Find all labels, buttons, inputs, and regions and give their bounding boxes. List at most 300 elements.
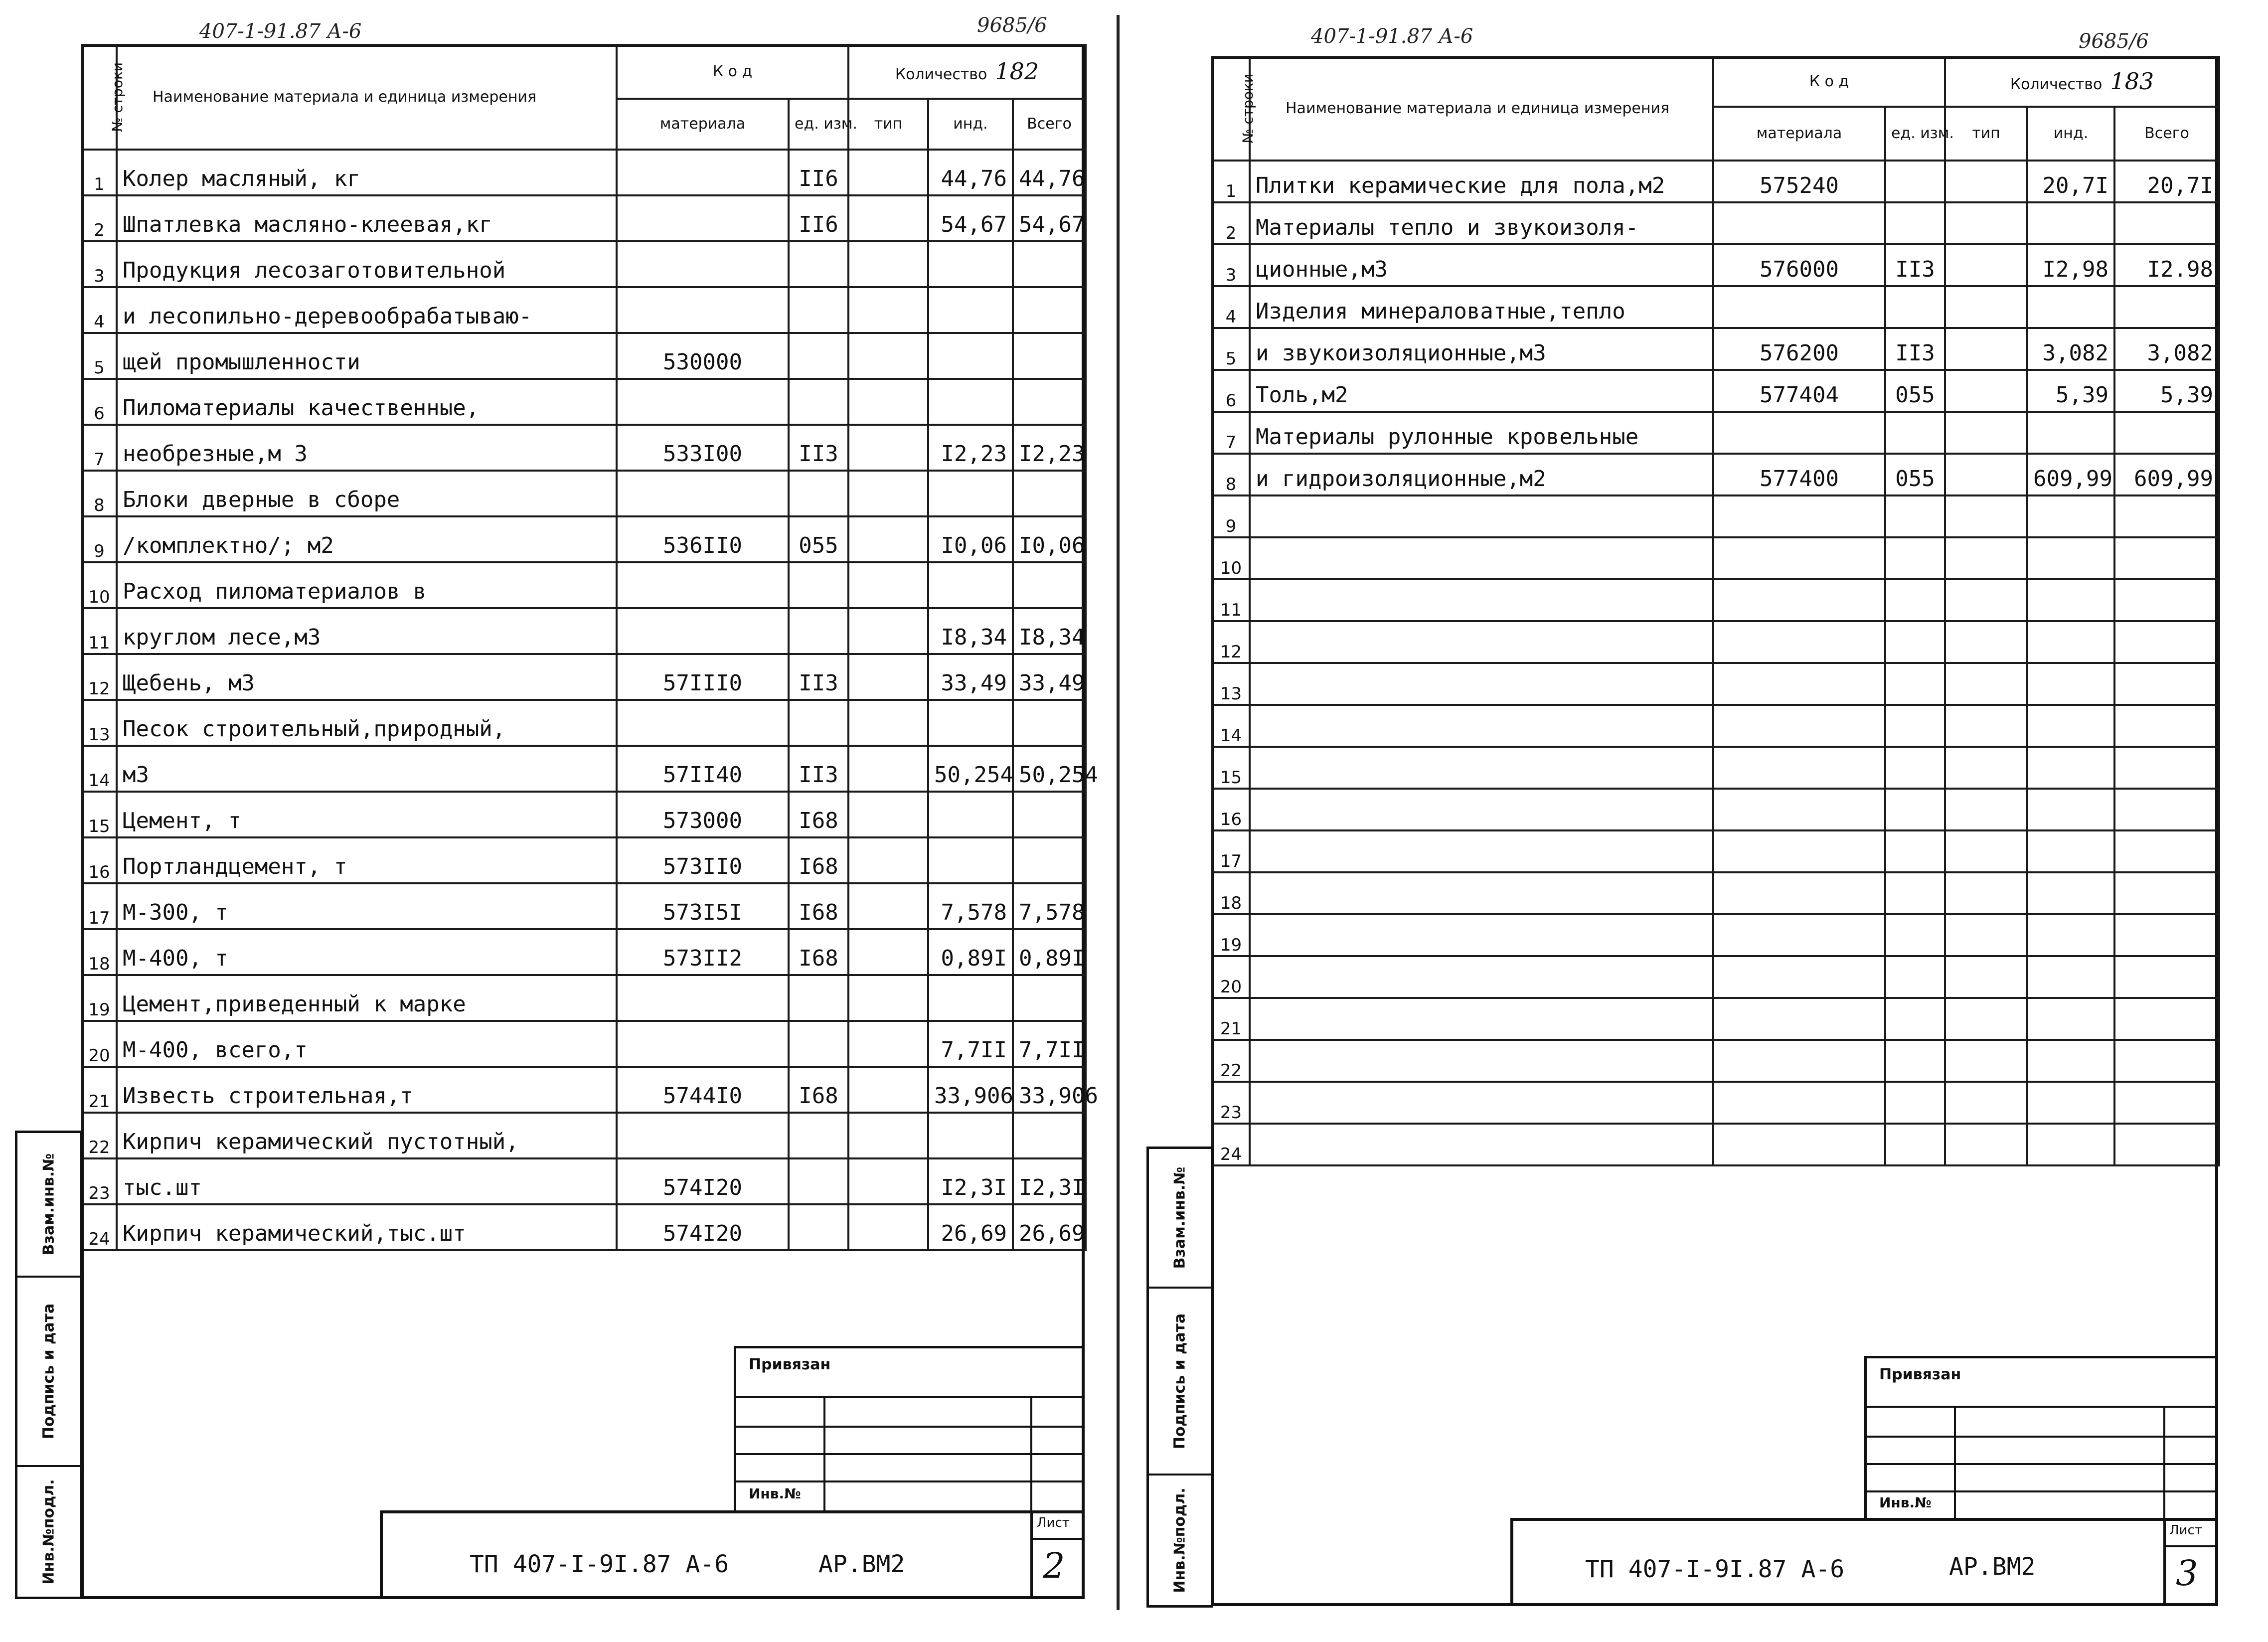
unit-code-cell: II3 [1885, 328, 1945, 370]
material-code-cell [617, 1021, 789, 1067]
table-row [1212, 914, 2219, 956]
material-name-cell: Кирпич керамический пустотный, [117, 1113, 617, 1158]
material-name-cell: Кирпич керамический,тыс.шт [117, 1204, 617, 1250]
row-number-cell: 14 [82, 746, 117, 792]
table-row [82, 837, 1086, 883]
qty-type-cell [848, 975, 928, 1021]
document-number: ТП 407-I-9I.87 А-6 [470, 1550, 729, 1578]
side-signature-date: Подпись и дата [1149, 1289, 1211, 1476]
qty-type-cell [1945, 412, 2027, 454]
unit-code-cell: 055 [1885, 454, 1945, 495]
qty-ind-cell [928, 287, 1013, 333]
qty-total-cell [2114, 663, 2219, 705]
header-qty-type: тип [848, 99, 928, 150]
unit-code-cell [1885, 537, 1945, 579]
unit-code-cell [1885, 914, 1945, 956]
side-stamp [15, 1131, 83, 1599]
material-code-cell: 57II40 [617, 746, 789, 792]
qty-type-cell [848, 1067, 928, 1113]
row-number-cell: 20 [1212, 956, 1250, 998]
header-qty-type: тип [1945, 107, 2027, 161]
unit-code-cell [789, 700, 848, 746]
qty-type-cell [848, 1158, 928, 1204]
qty-type-cell [1945, 202, 2027, 244]
table-row [1212, 454, 2219, 495]
qty-total-cell: I2.98 [2114, 244, 2219, 286]
inv-label: Инв.№ [1879, 1494, 1932, 1511]
table-row [1212, 328, 2219, 370]
sheet-label: Лист [2169, 1523, 2202, 1538]
qty-type-cell [848, 471, 928, 516]
qty-ind-cell: 0,89I [928, 929, 1013, 975]
qty-total-cell: 33,906 [1013, 1067, 1086, 1113]
side-stamp [1146, 1147, 1213, 1608]
qty-type-cell [1945, 579, 2027, 621]
table-row [82, 1158, 1086, 1204]
unit-code-cell [1885, 1124, 1945, 1165]
unit-code-cell: I68 [789, 792, 848, 837]
material-name-cell: Портландцемент, т [117, 837, 617, 883]
unit-code-cell [789, 1158, 848, 1204]
qty-type-cell [1945, 1082, 2027, 1124]
unit-code-cell [789, 1021, 848, 1067]
material-code-cell [1713, 1040, 1885, 1082]
material-name-cell: и звукоизоляционные,м3 [1250, 328, 1713, 370]
material-code-cell: 530000 [617, 333, 789, 379]
table-row [1212, 1082, 2219, 1124]
material-code-cell [1713, 789, 1885, 830]
material-code-cell [1713, 621, 1885, 663]
material-name-cell [1250, 1124, 1713, 1165]
qty-type-cell [1945, 998, 2027, 1040]
row-number-cell: 18 [82, 929, 117, 975]
unit-code-cell [789, 1204, 848, 1250]
row-number-cell: 20 [82, 1021, 117, 1067]
row-number-cell: 12 [1212, 621, 1250, 663]
unit-code-cell [1885, 872, 1945, 914]
qty-total-cell: 3,082 [2114, 328, 2219, 370]
table-row [82, 287, 1086, 333]
material-name-cell: ционные,м3 [1250, 244, 1713, 286]
unit-code-cell [789, 287, 848, 333]
row-number-cell: 13 [1212, 663, 1250, 705]
material-code-cell [1713, 705, 1885, 747]
unit-code-cell: II3 [1885, 244, 1945, 286]
qty-ind-cell [928, 1113, 1013, 1158]
row-number-cell: 10 [82, 562, 117, 608]
header-quantity: Количество 183 [1945, 57, 2219, 107]
material-code-cell [1713, 579, 1885, 621]
qty-ind-cell: 3,082 [2027, 328, 2114, 370]
qty-total-cell [2114, 998, 2219, 1040]
material-code-cell [617, 562, 789, 608]
unit-code-cell [1885, 495, 1945, 537]
qty-ind-cell [2027, 286, 2114, 328]
row-number-cell: 9 [82, 516, 117, 562]
handwritten-doc-number: 407-1-91.87 А-6 [1311, 25, 1473, 48]
qty-type-cell [1945, 328, 2027, 370]
qty-ind-cell: I8,34 [928, 608, 1013, 654]
material-code-cell [1713, 998, 1885, 1040]
qty-ind-cell: 50,254 [928, 746, 1013, 792]
material-code-cell [617, 471, 789, 516]
table-row [82, 1021, 1086, 1067]
qty-total-cell [2114, 579, 2219, 621]
material-code-cell [1713, 663, 1885, 705]
material-name-cell: Цемент, т [117, 792, 617, 837]
material-code-cell: 536II0 [617, 516, 789, 562]
unit-code-cell: II6 [789, 150, 848, 195]
qty-total-cell: 7,7II [1013, 1021, 1086, 1067]
table-row [1212, 412, 2219, 454]
qty-ind-cell: 44,76 [928, 150, 1013, 195]
header-code-material: материала [1713, 107, 1885, 161]
unit-code-cell: II3 [789, 746, 848, 792]
unit-code-cell: II3 [789, 654, 848, 700]
sheet-divider [1117, 15, 1120, 1610]
qty-ind-cell [2027, 830, 2114, 872]
qty-ind-cell [2027, 202, 2114, 244]
qty-ind-cell [2027, 495, 2114, 537]
unit-code-cell [1885, 663, 1945, 705]
qty-type-cell [848, 1204, 928, 1250]
qty-ind-cell [2027, 914, 2114, 956]
qty-total-cell [2114, 956, 2219, 998]
material-name-cell [1250, 998, 1713, 1040]
row-number-cell: 18 [1212, 872, 1250, 914]
material-name-cell: Расход пиломатериалов в [117, 562, 617, 608]
table-row [82, 562, 1086, 608]
material-name-cell [1250, 914, 1713, 956]
qty-type-cell [848, 379, 928, 425]
row-number-cell: 17 [1212, 830, 1250, 872]
material-code-cell [1713, 872, 1885, 914]
qty-type-cell [1945, 454, 2027, 495]
sheet-label: Лист [1037, 1515, 1070, 1530]
material-name-cell: Пиломатериалы качественные, [117, 379, 617, 425]
qty-type-cell [848, 792, 928, 837]
row-number-cell: 15 [82, 792, 117, 837]
qty-type-cell [848, 562, 928, 608]
qty-total-cell [2114, 286, 2219, 328]
unit-code-cell [1885, 789, 1945, 830]
unit-code-cell [1885, 830, 1945, 872]
qty-total-cell: I2,3I [1013, 1158, 1086, 1204]
page-number-handwritten: 182 [995, 58, 1039, 85]
qty-ind-cell [928, 241, 1013, 287]
qty-total-cell [1013, 792, 1086, 837]
material-code-cell [1713, 202, 1885, 244]
qty-ind-cell: 20,7I [2027, 161, 2114, 202]
qty-total-cell [2114, 412, 2219, 454]
table-row [82, 516, 1086, 562]
qty-total-cell: 50,254 [1013, 746, 1086, 792]
material-name-cell: щей промышленности [117, 333, 617, 379]
unit-code-cell [1885, 161, 1945, 202]
row-number-cell: 16 [82, 837, 117, 883]
row-number-cell: 3 [1212, 244, 1250, 286]
row-number-cell: 23 [82, 1158, 117, 1204]
material-name-cell: Колер масляный, кг [117, 150, 617, 195]
qty-total-cell: 54,67 [1013, 195, 1086, 241]
header-code-material: материала [617, 99, 789, 150]
row-number-cell: 4 [82, 287, 117, 333]
material-name-cell: круглом лесе,м3 [117, 608, 617, 654]
material-code-cell: 574I20 [617, 1204, 789, 1250]
materials-table-body [1212, 161, 2219, 1165]
row-number-cell: 22 [1212, 1040, 1250, 1082]
qty-type-cell [1945, 286, 2027, 328]
row-number-cell: 17 [82, 883, 117, 929]
document-mark: АР.ВМ2 [818, 1550, 905, 1578]
material-code-cell [1713, 830, 1885, 872]
qty-type-cell [848, 837, 928, 883]
material-name-cell [1250, 1082, 1713, 1124]
material-name-cell [1250, 537, 1713, 579]
qty-total-cell [1013, 241, 1086, 287]
qty-type-cell [1945, 495, 2027, 537]
row-number-cell: 4 [1212, 286, 1250, 328]
qty-ind-cell [2027, 621, 2114, 663]
header-qty-total: Всего [2114, 107, 2219, 161]
table-row [82, 700, 1086, 746]
qty-type-cell [848, 929, 928, 975]
unit-code-cell: 055 [1885, 370, 1945, 412]
qty-ind-cell [2027, 1082, 2114, 1124]
material-code-cell: 5744I0 [617, 1067, 789, 1113]
material-code-cell [1713, 537, 1885, 579]
table-row [1212, 621, 2219, 663]
row-number-cell: 24 [1212, 1124, 1250, 1165]
unit-code-cell: I68 [789, 929, 848, 975]
material-name-cell: М-300, т [117, 883, 617, 929]
qty-ind-cell [928, 700, 1013, 746]
qty-type-cell [848, 883, 928, 929]
table-row [1212, 244, 2219, 286]
qty-ind-cell [928, 792, 1013, 837]
table-row [1212, 747, 2219, 789]
side-inv-original: Инв.№подл. [40, 1479, 58, 1585]
material-name-cell [1250, 579, 1713, 621]
row-number-cell: 3 [82, 241, 117, 287]
unit-code-cell [789, 333, 848, 379]
qty-total-cell: 7,578 [1013, 883, 1086, 929]
row-number-cell: 15 [1212, 747, 1250, 789]
qty-type-cell [1945, 244, 2027, 286]
table-row [1212, 789, 2219, 830]
qty-total-cell [2114, 914, 2219, 956]
qty-type-cell [848, 1021, 928, 1067]
qty-ind-cell [2027, 1124, 2114, 1165]
qty-total-cell [2114, 789, 2219, 830]
table-row [82, 425, 1086, 471]
unit-code-cell [789, 975, 848, 1021]
qty-total-cell: I0,06 [1013, 516, 1086, 562]
row-number-cell: 5 [82, 333, 117, 379]
unit-code-cell [789, 1113, 848, 1158]
material-name-cell: Цемент,приведенный к марке [117, 975, 617, 1021]
materials-table [81, 44, 1098, 1251]
table-row [1212, 663, 2219, 705]
qty-total-cell [2114, 1124, 2219, 1165]
qty-ind-cell: I0,06 [928, 516, 1013, 562]
qty-type-cell [1945, 537, 2027, 579]
qty-ind-cell: 54,67 [928, 195, 1013, 241]
qty-type-cell [848, 150, 928, 195]
material-code-cell: 573000 [617, 792, 789, 837]
material-name-cell: М-400, всего,т [117, 1021, 617, 1067]
material-name-cell: и гидроизоляционные,м2 [1250, 454, 1713, 495]
material-code-cell [1713, 956, 1885, 998]
row-number-cell: 1 [1212, 161, 1250, 202]
table-row [82, 1204, 1086, 1250]
material-name-cell: Материалы тепло и звукоизоля- [1250, 202, 1713, 244]
header-code-unit: ед. изм. [1885, 107, 1945, 161]
material-name-cell [1250, 830, 1713, 872]
qty-ind-cell [2027, 1040, 2114, 1082]
table-row [1212, 161, 2219, 202]
material-name-cell [1250, 789, 1713, 830]
side-inv-exchange: Взам.инв.№ [17, 1133, 80, 1278]
qty-total-cell [1013, 975, 1086, 1021]
header-qty-ind: инд. [2027, 107, 2114, 161]
handwritten-doc-number: 407-1-91.87 А-6 [199, 20, 362, 43]
unit-code-cell [1885, 202, 1945, 244]
unit-code-cell: I68 [789, 883, 848, 929]
qty-type-cell [848, 700, 928, 746]
qty-ind-cell [2027, 705, 2114, 747]
header-quantity: Количество 182 [848, 45, 1086, 99]
qty-total-cell: 609,99 [2114, 454, 2219, 495]
material-name-cell: М-400, т [117, 929, 617, 975]
side-inv-original: Инв.№подл. [1171, 1487, 1189, 1593]
table-row [1212, 537, 2219, 579]
sheet-number: 2 [1043, 1545, 1065, 1586]
material-code-cell: 533I00 [617, 425, 789, 471]
qty-type-cell [1945, 705, 2027, 747]
unit-code-cell [1885, 998, 1945, 1040]
qty-type-cell [848, 654, 928, 700]
qty-ind-cell: 7,7II [928, 1021, 1013, 1067]
qty-ind-cell [928, 837, 1013, 883]
qty-type-cell [1945, 914, 2027, 956]
material-code-cell: 577400 [1713, 454, 1885, 495]
qty-ind-cell [2027, 412, 2114, 454]
material-code-cell: 576000 [1713, 244, 1885, 286]
material-code-cell [617, 700, 789, 746]
qty-ind-cell: 609,99 [2027, 454, 2114, 495]
row-number-cell: 9 [1212, 495, 1250, 537]
row-number-cell: 16 [1212, 789, 1250, 830]
qty-total-cell [2114, 202, 2219, 244]
qty-total-cell [2114, 1082, 2219, 1124]
qty-total-cell [1013, 471, 1086, 516]
qty-ind-cell: 33,906 [928, 1067, 1013, 1113]
qty-total-cell [2114, 537, 2219, 579]
qty-type-cell [1945, 370, 2027, 412]
material-name-cell: Изделия минераловатные,тепло [1250, 286, 1713, 328]
material-name-cell: Толь,м2 [1250, 370, 1713, 412]
material-name-cell: Материалы рулонные кровельные [1250, 412, 1713, 454]
table-row [82, 608, 1086, 654]
qty-ind-cell [928, 562, 1013, 608]
unit-code-cell: 055 [789, 516, 848, 562]
material-code-cell [617, 150, 789, 195]
material-name-cell: и лесопильно-деревообрабатываю- [117, 287, 617, 333]
material-name-cell [1250, 956, 1713, 998]
qty-ind-cell [928, 333, 1013, 379]
material-name-cell: м3 [117, 746, 617, 792]
table-row [82, 1113, 1086, 1158]
page-number-handwritten: 183 [2110, 68, 2154, 95]
table-row [1212, 286, 2219, 328]
row-number-cell: 6 [1212, 370, 1250, 412]
qty-type-cell [1945, 747, 2027, 789]
table-row [82, 241, 1086, 287]
qty-type-cell [1945, 956, 2027, 998]
material-code-cell [1713, 1124, 1885, 1165]
qty-ind-cell [928, 975, 1013, 1021]
row-number-cell: 12 [82, 654, 117, 700]
material-name-cell: Шпатлевка масляно-клеевая,кг [117, 195, 617, 241]
qty-total-cell: 5,39 [2114, 370, 2219, 412]
qty-type-cell [1945, 663, 2027, 705]
qty-type-cell [1945, 161, 2027, 202]
material-code-cell: 573II2 [617, 929, 789, 975]
table-row [82, 883, 1086, 929]
qty-ind-cell: I2,3I [928, 1158, 1013, 1204]
material-code-cell [1713, 1082, 1885, 1124]
qty-type-cell [1945, 621, 2027, 663]
table-row [82, 929, 1086, 975]
unit-code-cell [1885, 747, 1945, 789]
row-number-cell: 19 [1212, 914, 1250, 956]
material-name-cell: тыс.шт [117, 1158, 617, 1204]
handwritten-code: 9685/6 [977, 14, 1047, 37]
material-name-cell [1250, 747, 1713, 789]
unit-code-cell [789, 379, 848, 425]
handwritten-code: 9685/6 [2079, 30, 2149, 53]
qty-ind-cell [2027, 747, 2114, 789]
qty-total-cell [2114, 830, 2219, 872]
sheet-left [0, 0, 1122, 1642]
qty-type-cell [848, 333, 928, 379]
unit-code-cell [1885, 1040, 1945, 1082]
table-row [1212, 1124, 2219, 1165]
qty-ind-cell: 7,578 [928, 883, 1013, 929]
qty-ind-cell: 26,69 [928, 1204, 1013, 1250]
unit-code-cell [1885, 1082, 1945, 1124]
document-mark: АР.ВМ2 [1949, 1553, 2036, 1581]
row-number-cell: 21 [82, 1067, 117, 1113]
qty-total-cell [1013, 379, 1086, 425]
materials-table-body [82, 150, 1098, 1250]
material-code-cell: 573II0 [617, 837, 789, 883]
material-name-cell [1250, 1040, 1713, 1082]
side-inv-exchange: Взам.инв.№ [1149, 1149, 1211, 1289]
material-code-cell [617, 241, 789, 287]
bound-label: Привязан [1879, 1366, 1961, 1383]
qty-type-cell [848, 287, 928, 333]
unit-code-cell [789, 562, 848, 608]
qty-total-cell: 0,89I [1013, 929, 1086, 975]
material-name-cell [1250, 663, 1713, 705]
qty-total-cell [1013, 700, 1086, 746]
material-code-cell [1713, 495, 1885, 537]
material-name-cell: /комплектно/; м2 [117, 516, 617, 562]
unit-code-cell [1885, 621, 1945, 663]
table-row [1212, 1040, 2219, 1082]
